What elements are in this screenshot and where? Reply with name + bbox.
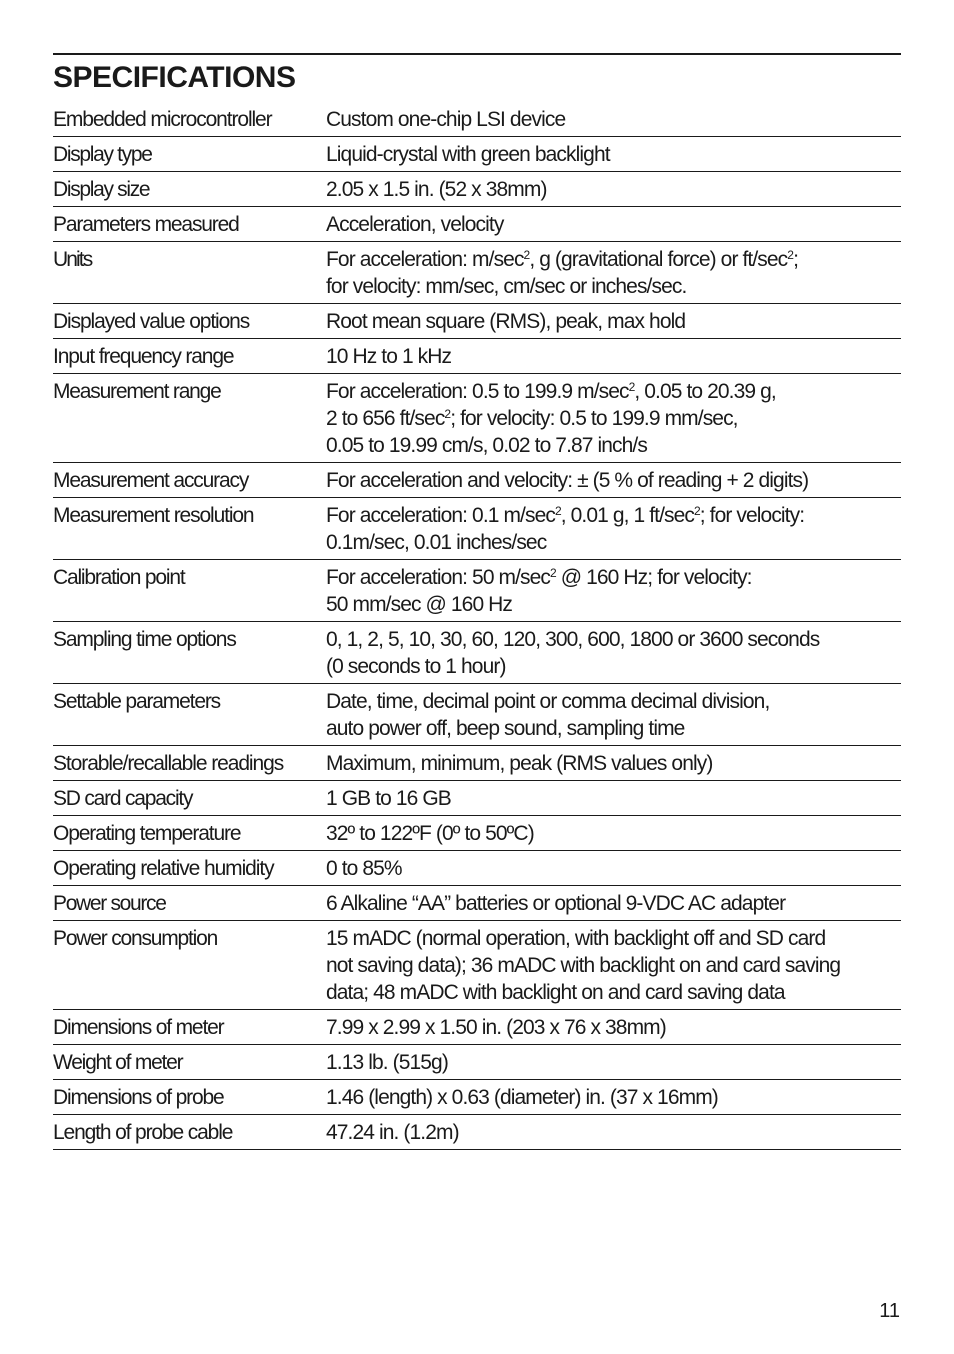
spec-value-text: 15 mADC (normal operation, with backlight off and SD card: [326, 927, 826, 950]
spec-value-text: data; 48 mADC with backlight on and card saving data: [326, 981, 785, 1004]
spec-value-text: For acceleration: 0.5 to 199.9 m/sec: [326, 380, 629, 403]
spec-row: [53, 463, 901, 498]
spec-value-line: [326, 246, 901, 273]
specifications-page: [53, 53, 901, 1150]
spec-value-line: [326, 591, 901, 618]
specifications-table: [53, 102, 901, 1150]
spec-value-line: [326, 343, 901, 370]
spec-row: [53, 207, 901, 242]
spec-value-line: [326, 106, 901, 133]
spec-row: [53, 1080, 901, 1115]
superscript: 2: [694, 504, 700, 518]
spec-value-text: @ 160 Hz; for velocity:: [555, 566, 752, 589]
spec-label: Operating temperature: [53, 816, 326, 851]
spec-row: [53, 304, 901, 339]
spec-value: [326, 1045, 901, 1080]
spec-value-text: 32º to 122ºF (0º to 50ºC): [326, 822, 534, 845]
spec-value: [326, 921, 901, 1010]
spec-value-line: [326, 211, 901, 238]
specifications-table-body: [53, 102, 901, 1150]
spec-value: [326, 172, 901, 207]
spec-value-line: [326, 273, 901, 300]
spec-value-text: 47.24 in. (1.2m): [326, 1121, 459, 1144]
superscript: 2: [550, 566, 556, 580]
spec-value: [326, 207, 901, 242]
spec-value-text: 0 to 85%: [326, 857, 402, 880]
spec-value: [326, 560, 901, 622]
spec-value-text: For acceleration: 0.1 m/sec: [326, 504, 555, 527]
spec-label: Input frequency range: [53, 339, 326, 374]
spec-row: [53, 1115, 901, 1150]
spec-value-line: [326, 405, 901, 432]
spec-value-text: Acceleration, velocity: [326, 213, 504, 236]
spec-row: [53, 339, 901, 374]
spec-value-line: [326, 653, 901, 680]
spec-row: [53, 1010, 901, 1045]
spec-value-text: 0, 1, 2, 5, 10, 30, 60, 120, 300, 600, 1800 or 3600 seconds: [326, 628, 820, 651]
spec-value-line: [326, 952, 901, 979]
spec-value-text: For acceleration: m/sec: [326, 248, 524, 271]
spec-value: [326, 304, 901, 339]
spec-value-text: Maximum, minimum, peak (RMS values only): [326, 752, 713, 775]
spec-value-line: [326, 564, 901, 591]
superscript: 2: [628, 380, 635, 394]
spec-value-line: [326, 820, 901, 847]
spec-value-line: [326, 176, 901, 203]
spec-value-text: 7.99 x 2.99 x 1.50 in. (203 x 76 x 38mm): [326, 1016, 666, 1039]
page-title: SPECIFICATIONS: [53, 61, 296, 94]
spec-value: [326, 498, 901, 560]
spec-value-text: not saving data); 36 mADC with backlight on and card saving: [326, 954, 841, 977]
spec-value-text: Root mean square (RMS), peak, max hold: [326, 310, 686, 333]
spec-value-text: for velocity: mm/sec, cm/sec or inches/sec.: [326, 275, 687, 298]
spec-label: Sampling time options: [53, 622, 326, 684]
spec-row: [53, 242, 901, 304]
spec-value-line: [326, 308, 901, 335]
spec-value-line: [326, 432, 901, 459]
spec-label: Displayed value options: [53, 304, 326, 339]
spec-label: Storable/recallable readings: [53, 746, 326, 781]
spec-label: Operating relative humidity: [53, 851, 326, 886]
spec-value-text: (0 seconds to 1 hour): [326, 655, 506, 678]
spec-value-text: 2.05 x 1.5 in. (52 x 38mm): [326, 178, 547, 201]
spec-value-text: 0.05 to 19.99 cm/s, 0.02 to 7.87 inch/s: [326, 434, 647, 457]
spec-row: [53, 498, 901, 560]
spec-value-text: ; for velocity:: [699, 504, 805, 527]
spec-label: Measurement resolution: [53, 498, 326, 560]
spec-row: [53, 137, 901, 172]
spec-label: Power consumption: [53, 921, 326, 1010]
spec-value-text: 10 Hz to 1 kHz: [326, 345, 452, 368]
spec-label: Display size: [53, 172, 326, 207]
spec-value-line: [326, 378, 901, 405]
spec-value-text: 1.46 (length) x 0.63 (diameter) in. (37 x 16mm): [326, 1086, 718, 1109]
spec-row: [53, 1045, 901, 1080]
spec-row: [53, 851, 901, 886]
spec-value: [326, 374, 901, 463]
spec-value-line: [326, 715, 901, 742]
spec-label: Dimensions of probe: [53, 1080, 326, 1115]
spec-value-text: Date, time, decimal point or comma decimal division,: [326, 690, 770, 713]
spec-value: [326, 1010, 901, 1045]
spec-value: [326, 886, 901, 921]
spec-row: [53, 622, 901, 684]
spec-value: [326, 102, 901, 137]
spec-value-line: [326, 1049, 901, 1076]
spec-value-line: [326, 688, 901, 715]
superscript: 2: [554, 504, 561, 518]
spec-value: [326, 137, 901, 172]
spec-value: [326, 781, 901, 816]
spec-row: [53, 560, 901, 622]
spec-label: Settable parameters: [53, 684, 326, 746]
spec-label: SD card capacity: [53, 781, 326, 816]
spec-value-text: 1.13 lb. (515g): [326, 1051, 448, 1074]
spec-label: Power source: [53, 886, 326, 921]
spec-value-line: [326, 529, 901, 556]
spec-value-text: ;: [793, 248, 798, 271]
spec-row: [53, 172, 901, 207]
spec-value-text: auto power off, beep sound, sampling time: [326, 717, 685, 740]
spec-value-text: For acceleration: 50 m/sec: [326, 566, 551, 589]
spec-value-line: [326, 785, 901, 812]
superscript: 2: [787, 248, 794, 262]
spec-value-line: [326, 979, 901, 1006]
spec-value: [326, 622, 901, 684]
spec-value-line: [326, 890, 901, 917]
spec-value-text: , g (gravitational force) or ft/sec: [529, 248, 788, 271]
spec-value-line: [326, 141, 901, 168]
spec-label: Measurement accuracy: [53, 463, 326, 498]
spec-value-text: 50 mm/sec @ 160 Hz: [326, 593, 513, 616]
spec-value-text: Liquid-crystal with green backlight: [326, 143, 610, 166]
spec-row: [53, 886, 901, 921]
spec-value-text: Custom one-chip LSI device: [326, 108, 566, 131]
spec-value: [326, 851, 901, 886]
spec-value-line: [326, 467, 901, 494]
spec-value: [326, 816, 901, 851]
spec-value-text: 2 to 656 ft/sec: [326, 407, 445, 430]
spec-label: Display type: [53, 137, 326, 172]
spec-value: [326, 1080, 901, 1115]
spec-value-line: [326, 1084, 901, 1111]
spec-value-line: [326, 925, 901, 952]
spec-value: [326, 242, 901, 304]
spec-label: Units: [53, 242, 326, 304]
spec-value: [326, 339, 901, 374]
spec-label: Length of probe cable: [53, 1115, 326, 1150]
top-rule: [53, 53, 901, 55]
spec-value-text: 1 GB to 16 GB: [326, 787, 451, 810]
spec-value: [326, 684, 901, 746]
spec-value-text: For acceleration and velocity: ± (5 % of reading + 2 digits): [326, 469, 809, 492]
superscript: 2: [444, 407, 451, 421]
spec-value-line: [326, 502, 901, 529]
spec-value-line: [326, 855, 901, 882]
spec-label: Embedded microcontroller: [53, 102, 326, 137]
spec-label: Dimensions of meter: [53, 1010, 326, 1045]
spec-label: Calibration point: [53, 560, 326, 622]
spec-row: [53, 374, 901, 463]
spec-row: [53, 816, 901, 851]
spec-value-text: 6 Alkaline “AA” batteries or optional 9-VDC AC adapter: [326, 892, 786, 915]
spec-value: [326, 463, 901, 498]
spec-label: Measurement range: [53, 374, 326, 463]
spec-value-line: [326, 750, 901, 777]
spec-value-text: ; for velocity: 0.5 to 199.9 mm/sec,: [450, 407, 738, 430]
spec-value: [326, 746, 901, 781]
spec-value-line: [326, 626, 901, 653]
spec-row: [53, 746, 901, 781]
spec-row: [53, 684, 901, 746]
spec-value-text: , 0.01 g, 1 ft/sec: [560, 504, 694, 527]
superscript: 2: [523, 248, 530, 262]
spec-value-line: [326, 1014, 901, 1041]
spec-value-line: [326, 1119, 901, 1146]
spec-value: [326, 1115, 901, 1150]
spec-value-text: 0.1m/sec, 0.01 inches/sec: [326, 531, 547, 554]
spec-row: [53, 781, 901, 816]
page-number: 11: [879, 1300, 900, 1322]
spec-label: Weight of meter: [53, 1045, 326, 1080]
spec-value-text: , 0.05 to 20.39 g,: [634, 380, 776, 403]
spec-row: [53, 102, 901, 137]
spec-label: Parameters measured: [53, 207, 326, 242]
spec-row: [53, 921, 901, 1010]
